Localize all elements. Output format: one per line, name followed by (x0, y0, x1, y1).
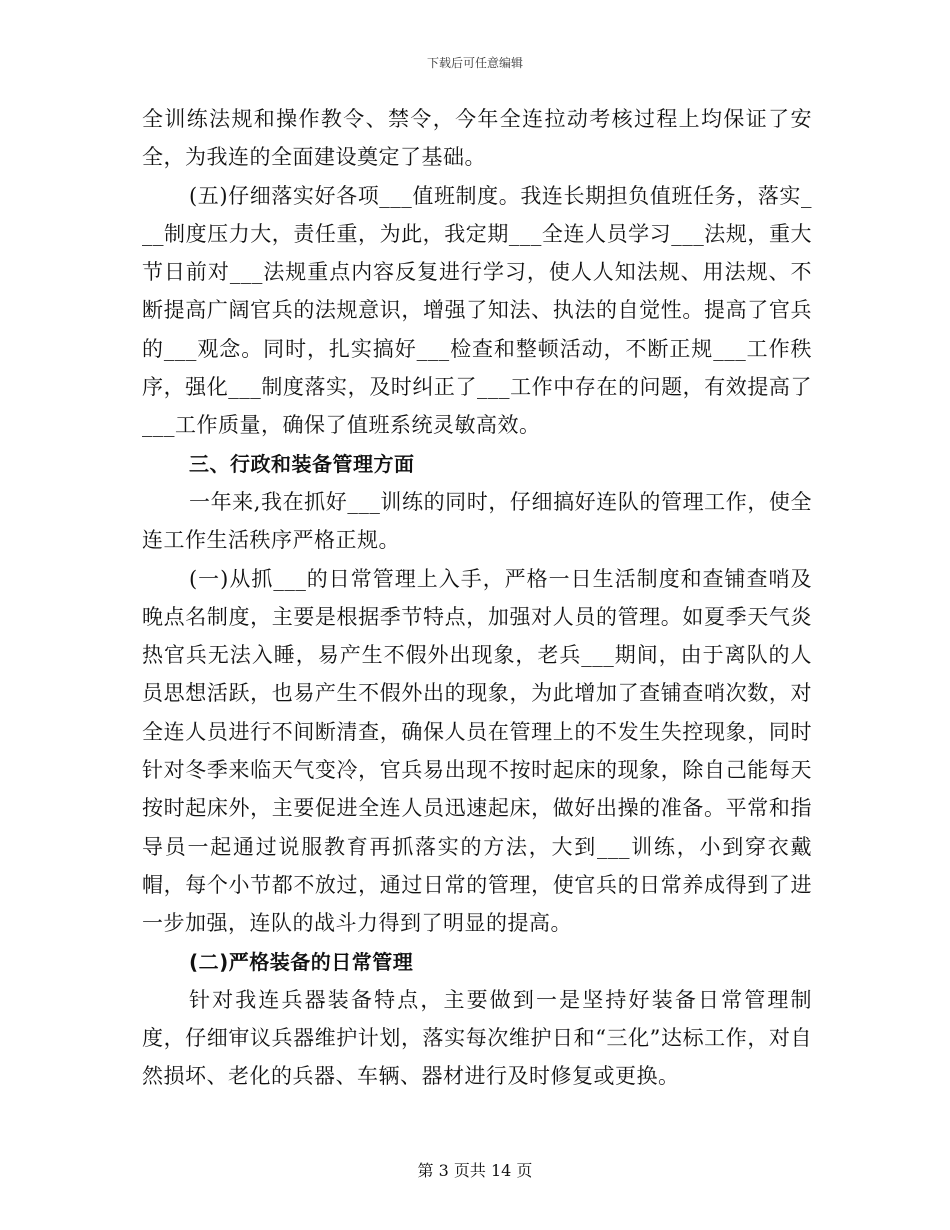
paragraph-admin-intro: 一年来,我在抓好___训练的同时，仔细搞好连队的管理工作，使全连工作生活秩序严格正规。 (142, 489, 812, 553)
paragraph-daily-management: (一)从抓___的日常管理上入手，严格一日生活制度和查铺查哨及晚点名制度，主要是根据季节特点，加强对人员的管理。如夏季天气炎热官兵无法入睡，易产生不假外出现象，老兵___期间，由于离队的人员思想活跃，也易产生不假外出的现象，为此增加了查铺查哨次数，对全连人员进行不间断清查，确保人员在管理上的不发生失控现象，同时针对冬季来临天气变冷，官兵易出现不按时起床的现象，除自己能每天按时起床外，主要促进全连人员迅速起床，做好出操的准备。平常和指导员一起通过说服教育再抓落实的方法，大到___训练，小到穿衣戴帽，每个小节都不放过，通过日常的管理，使官兵的日常养成得到了进一步加强，连队的战斗力得到了明显的提高。 (142, 566, 812, 936)
paragraph-equipment-management: 针对我连兵器装备特点，主要做到一是坚持好装备日常管理制度，仔细审议兵器维护计划，落实每次维护日和“三化”达标工作，对自然损坏、老化的兵器、车辆、器材进行及时修复或更换。 (142, 987, 812, 1089)
paragraph-continuation: 全训练法规和操作教令、禁令，今年全连拉动考核过程上均保证了安全，为我连的全面建设奠定了基础。 (142, 107, 812, 170)
page-footer: 第 3 页共 14 页 (417, 1161, 533, 1180)
paragraph-duty-system: (五)仔细落实好各项___值班制度。我连长期担负值班任务，落实___制度压力大，责任重，为此，我定期___全连人员学习___法规，重大节日前对___法规重点内容反复进行学习，使人人知法规、用法规、不断提高广阔官兵的法规意识，增强了知法、执法的自觉性。提高了官兵的___观念。同时，扎实搞好___检查和整顿活动，不断正规___工作秩序，强化___制度落实，及时纠正了___工作中存在的问题，有效提高了___工作质量，确保了值班系统灵敏高效。 (142, 183, 812, 438)
subheading-equipment-management: (二)严格装备的日常管理 (189, 949, 414, 974)
section-heading-admin-equipment: 三、行政和装备管理方面 (189, 451, 415, 476)
page-header: 下载后可任意编辑 (426, 56, 523, 70)
document-body (142, 100, 812, 1096)
